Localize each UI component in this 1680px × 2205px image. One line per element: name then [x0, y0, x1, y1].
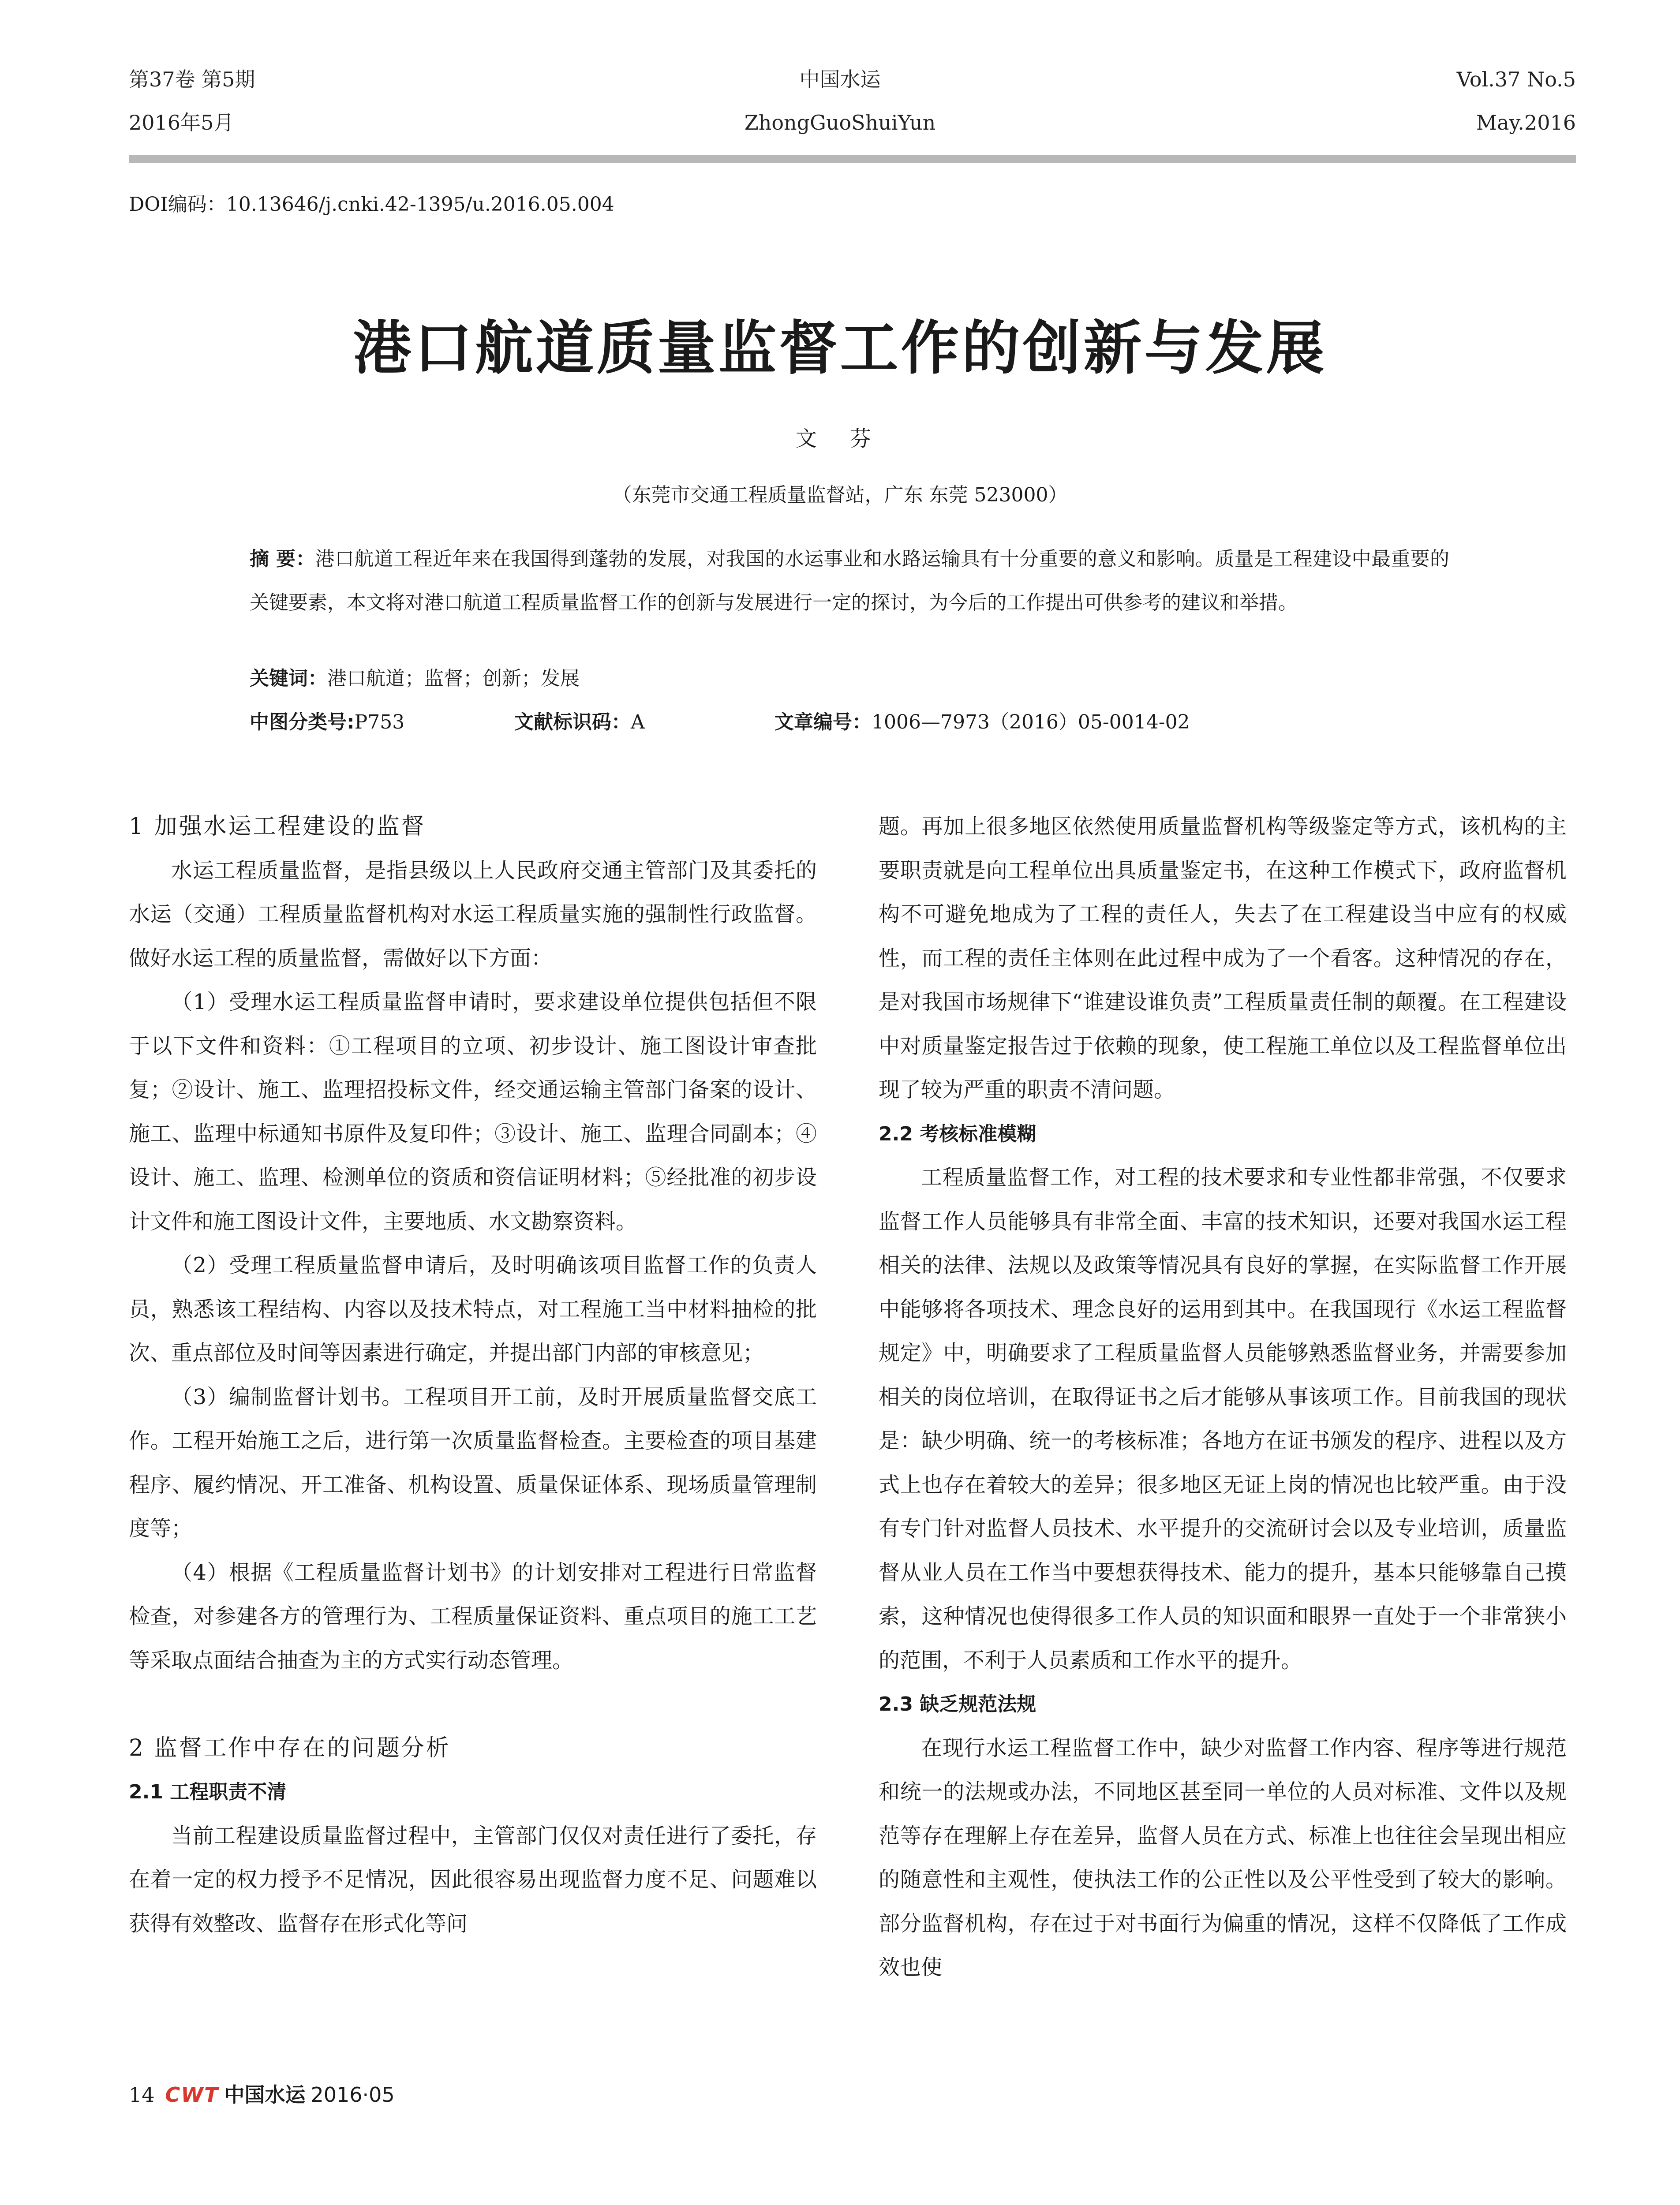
doi: DOI编码：10.13646/j.cnki.42-1395/u.2016.05.004	[129, 193, 614, 216]
section-1-item-1: （1）受理水运工程质量监督申请时，要求建设单位提供包括但不限于以下文件和资料：①工程项目的立项、初步设计、施工图设计审查批复；②设计、施工、监理招投标文件，经交通运输主管部门备案的设计、施工、监理中标通知书原件及复印件；③设计、施工、监理合同副本；④设计、施工、监理、检测单位的资质和资信证明材料；⑤经批准的初步设计文件和施工图设计文件，主要地质、水文勘察资料。	[129, 990, 817, 1234]
article-number	[775, 707, 1190, 738]
page-number: 14	[129, 2083, 155, 2107]
section-2-heading: 2 监督工作中存在的问题分析	[129, 1734, 451, 1761]
clc-value: P753	[354, 711, 405, 733]
document-code	[514, 707, 645, 738]
body-right-column	[879, 805, 1567, 1990]
doc-code-value: A	[631, 711, 645, 733]
section-2-1-heading: 2.1 工程职责不清	[129, 1781, 287, 1803]
section-1-item-2: （2）受理工程质量监督申请后，及时明确该项目监督工作的负责人员，熟悉该工程结构、内容以及技术特点，对工程施工当中材料抽检的批次、重点部位及时间等因素进行确定，并提出部门内部的审核意见；	[129, 1253, 817, 1365]
header-journal-pinyin: ZhongGuoShuiYun	[744, 111, 936, 135]
section-spacer	[129, 1682, 817, 1727]
section-2-3-heading: 2.3 缺乏规范法规	[879, 1693, 1036, 1715]
abstract-text: 港口航道工程近年来在我国得到蓬勃的发展，对我国的水运事业和水路运输具有十分重要的意义和影响。质量是工程建设中最重要的关键要素，本文将对港口航道工程质量监督工作的创新与发展进行一定的探讨，为今后的工作提出可供参考的建议和举措。	[250, 548, 1449, 614]
abstract	[250, 537, 1449, 624]
clc-number	[250, 707, 404, 738]
header-date-en: May.2016	[1476, 111, 1576, 135]
affiliation: （东莞市交通工程质量监督站，广东 东莞 523000）	[612, 484, 1068, 506]
section-1-item-4: （4）根据《工程质量监督计划书》的计划安排对工程进行日常监督检查，对参建各方的管理行为、工程质量保证资料、重点项目的施工工艺等采取点面结合抽查为主的方式实行动态管理。	[129, 1560, 817, 1673]
section-2-1-paragraph: 当前工程建设质量监督过程中，主管部门仅仅对责任进行了委托，存在着一定的权力授予不足情况，因此很容易出现监督力度不足、问题难以获得有效整改、监督存在形式化等问	[129, 1823, 817, 1936]
cwt-logo: CWT	[165, 2083, 219, 2107]
footer-magazine: 中国水运	[224, 2083, 306, 2107]
doc-code-label: 文献标识码：	[514, 711, 631, 733]
header-volume-en: Vol.37 No.5	[1456, 67, 1576, 91]
section-2-2-heading: 2.2 考核标准模糊	[879, 1122, 1036, 1145]
keywords-label: 关键词：	[250, 667, 327, 690]
footer-issue: 2016·05	[311, 2083, 395, 2107]
section-2-2-paragraph: 工程质量监督工作，对工程的技术要求和专业性都非常强，不仅要求监督工作人员能够具有非常全面、丰富的技术知识，还要对我国水运工程相关的法律、法规以及政策等情况具有良好的掌握，在实际监督工作开展中能够将各项技术、理念良好的运用到其中。在我国现行《水运工程监督规定》中，明确要求了工程质量监督人员能够熟悉监督业务，并需要参加相关的岗位培训，在取得证书之后才能够从事该项工作。目前我国的现状是：缺少明确、统一的考核标准；各地方在证书颁发的程序、进程以及方式上也存在着较大的差异；很多地区无证上岗的情况也比较严重。由于没有专门针对监督人员技术、水平提升的交流研讨会以及专业培训，质量监督从业人员在工作当中要想获得技术、能力的提升，基本只能够靠自己摸索，这种情况也使得很多工作人员的知识面和眼界一直处于一个非常狭小的范围，不利于人员素质和工作水平的提升。	[879, 1165, 1567, 1673]
abstract-label: 摘 要：	[250, 548, 315, 570]
article-number-value: 1006—7973（2016）05-0014-02	[872, 711, 1190, 733]
section-1-heading: 1 加强水运工程建设的监督	[129, 813, 426, 840]
paper-title: 港口航道质量监督工作的创新与发展	[353, 314, 1327, 382]
section-1-paragraph: 水运工程质量监督，是指县级以上人民政府交通主管部门及其委托的水运（交通）工程质量监督机构对水运工程质量实施的强制性行政监督。做好水运工程的质量监督，需做好以下方面：	[129, 858, 817, 971]
header-journal-cn: 中国水运	[799, 67, 881, 91]
author: 文 芬	[795, 426, 885, 451]
clc-label: 中图分类号:	[250, 711, 355, 733]
page-footer	[129, 2079, 395, 2110]
article-number-label: 文章编号：	[775, 711, 872, 733]
section-1-item-3: （3）编制监督计划书。工程项目开工前，及时开展质量监督交底工作。工程开始施工之后，进行第一次质量监督检查。主要检查的项目基建程序、履约情况、开工准备、机构设置、质量保证体系、现场质量管理制度等；	[129, 1384, 817, 1541]
keywords-text: 港口航道；监督；创新；发展	[327, 667, 580, 690]
section-2-3-paragraph: 在现行水运工程监督工作中，缺少对监督工作内容、程序等进行规范和统一的法规或办法，不同地区甚至同一单位的人员对标准、文件以及规范等存在理解上存在差异，监督人员在方式、标准上也往往会呈现出相应的随意性和主观性，使执法工作的公正性以及公平性受到了较大的影响。部分监督机构，存在过于对书面行为偏重的情况，这样不仅降低了工作成效也使	[879, 1735, 1567, 1980]
header-date-cn: 2016年5月	[129, 111, 234, 135]
section-2-1-paragraph-continued: 题。再加上很多地区依然使用质量监督机构等级鉴定等方式，该机构的主要职责就是向工程单位出具质量鉴定书，在这种工作模式下，政府监督机构不可避免地成为了工程的责任人，失去了在工程建设当中应有的权威性，而工程的责任主体则在此过程中成为了一个看客。这种情况的存在，是对我国市场规律下“谁建设谁负责”工程质量责任制的颠覆。在工程建设中对质量鉴定报告过于依赖的现象，使工程施工单位以及工程监督单位出现了较为严重的职责不清问题。	[879, 814, 1567, 1102]
body-left-column	[129, 805, 817, 1946]
keywords	[250, 663, 580, 694]
header-volume-cn: 第37卷 第5期	[129, 67, 255, 91]
header-rule	[129, 155, 1576, 163]
